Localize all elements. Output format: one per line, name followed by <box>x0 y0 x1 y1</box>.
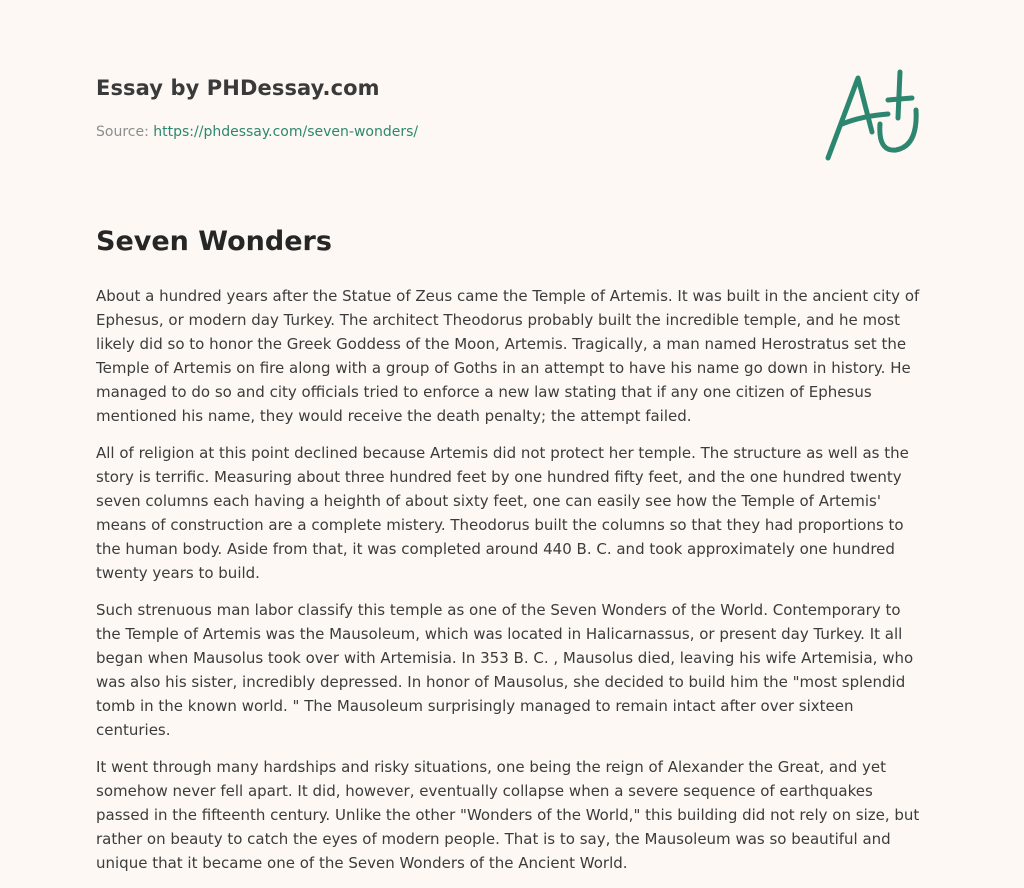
essay-title: Seven Wonders <box>96 226 332 257</box>
site-brand: Essay by PHDessay.com <box>96 76 380 100</box>
essay-paragraph: It went through many hardships and risky situations, one being the reign of Alexander the Great, and yet somehow never fell apart. It did, however, eventually collapse when a severe sequence of earthquakes passed in the fifteenth century. Unlike the other "Wonders of the World," this building did not rely on size, but rather on beauty to catch the eyes of modern people. That is to say, the Mausoleum was so beautiful and unique that it became one of the Seven Wonders of the Ancient World. <box>96 758 920 872</box>
source-line <box>96 124 418 140</box>
a-plus-logo-icon <box>820 66 930 166</box>
essay-paragraph: About a hundred years after the Statue of Zeus came the Temple of Artemis. It was built in the ancient city of Ephesus, or modern day Turkey. The architect Theodorus probably built the incredible temple, and he most likely did so to honor the Greek Goddess of the Moon, Artemis. Tragically, a man named Herostratus set the Temple of Artemis on fire along with a group of Goths in an attempt to have his name go down in history. He managed to do so and city officials tried to enforce a new law stating that if any one citizen of Ephesus mentioned his name, they would receive the death penalty; the attempt failed. <box>96 287 920 425</box>
essay-paragraph: All of religion at this point declined because Artemis did not protect her temple. The structure as well as the story is terrific. Measuring about three hundred feet by one hundred fifty feet, and the one hundred twenty seven columns each having a heighth of about sixty feet, one can easily see how the Temple of Artemis' means of construction are a complete mistery. Theodorus built the columns so that they had proportions to the human body. Aside from that, it was completed around 440 B. C. and took approximately one hundred twenty years to build. <box>96 444 909 582</box>
source-link[interactable]: https://phdessay.com/seven-wonders/ <box>153 124 419 140</box>
source-label: Source: <box>96 124 149 140</box>
essay-body <box>96 284 926 888</box>
essay-paragraph: Such strenuous man labor classify this temple as one of the Seven Wonders of the World. Contemporary to the Temple of Artemis was the Mausoleum, which was located in Halicarnassus, or present day Turkey. It all began when Mausolus took over with Artemisia. In 353 B. C. , Mausolus died, leaving his wife Artemisia, who was also his sister, incredibly depressed. In honor of Mausolus, she decided to build him the "most splendid tomb in the known world. " The Mausoleum surprisingly managed to remain intact after over sixteen centuries. <box>96 601 914 739</box>
